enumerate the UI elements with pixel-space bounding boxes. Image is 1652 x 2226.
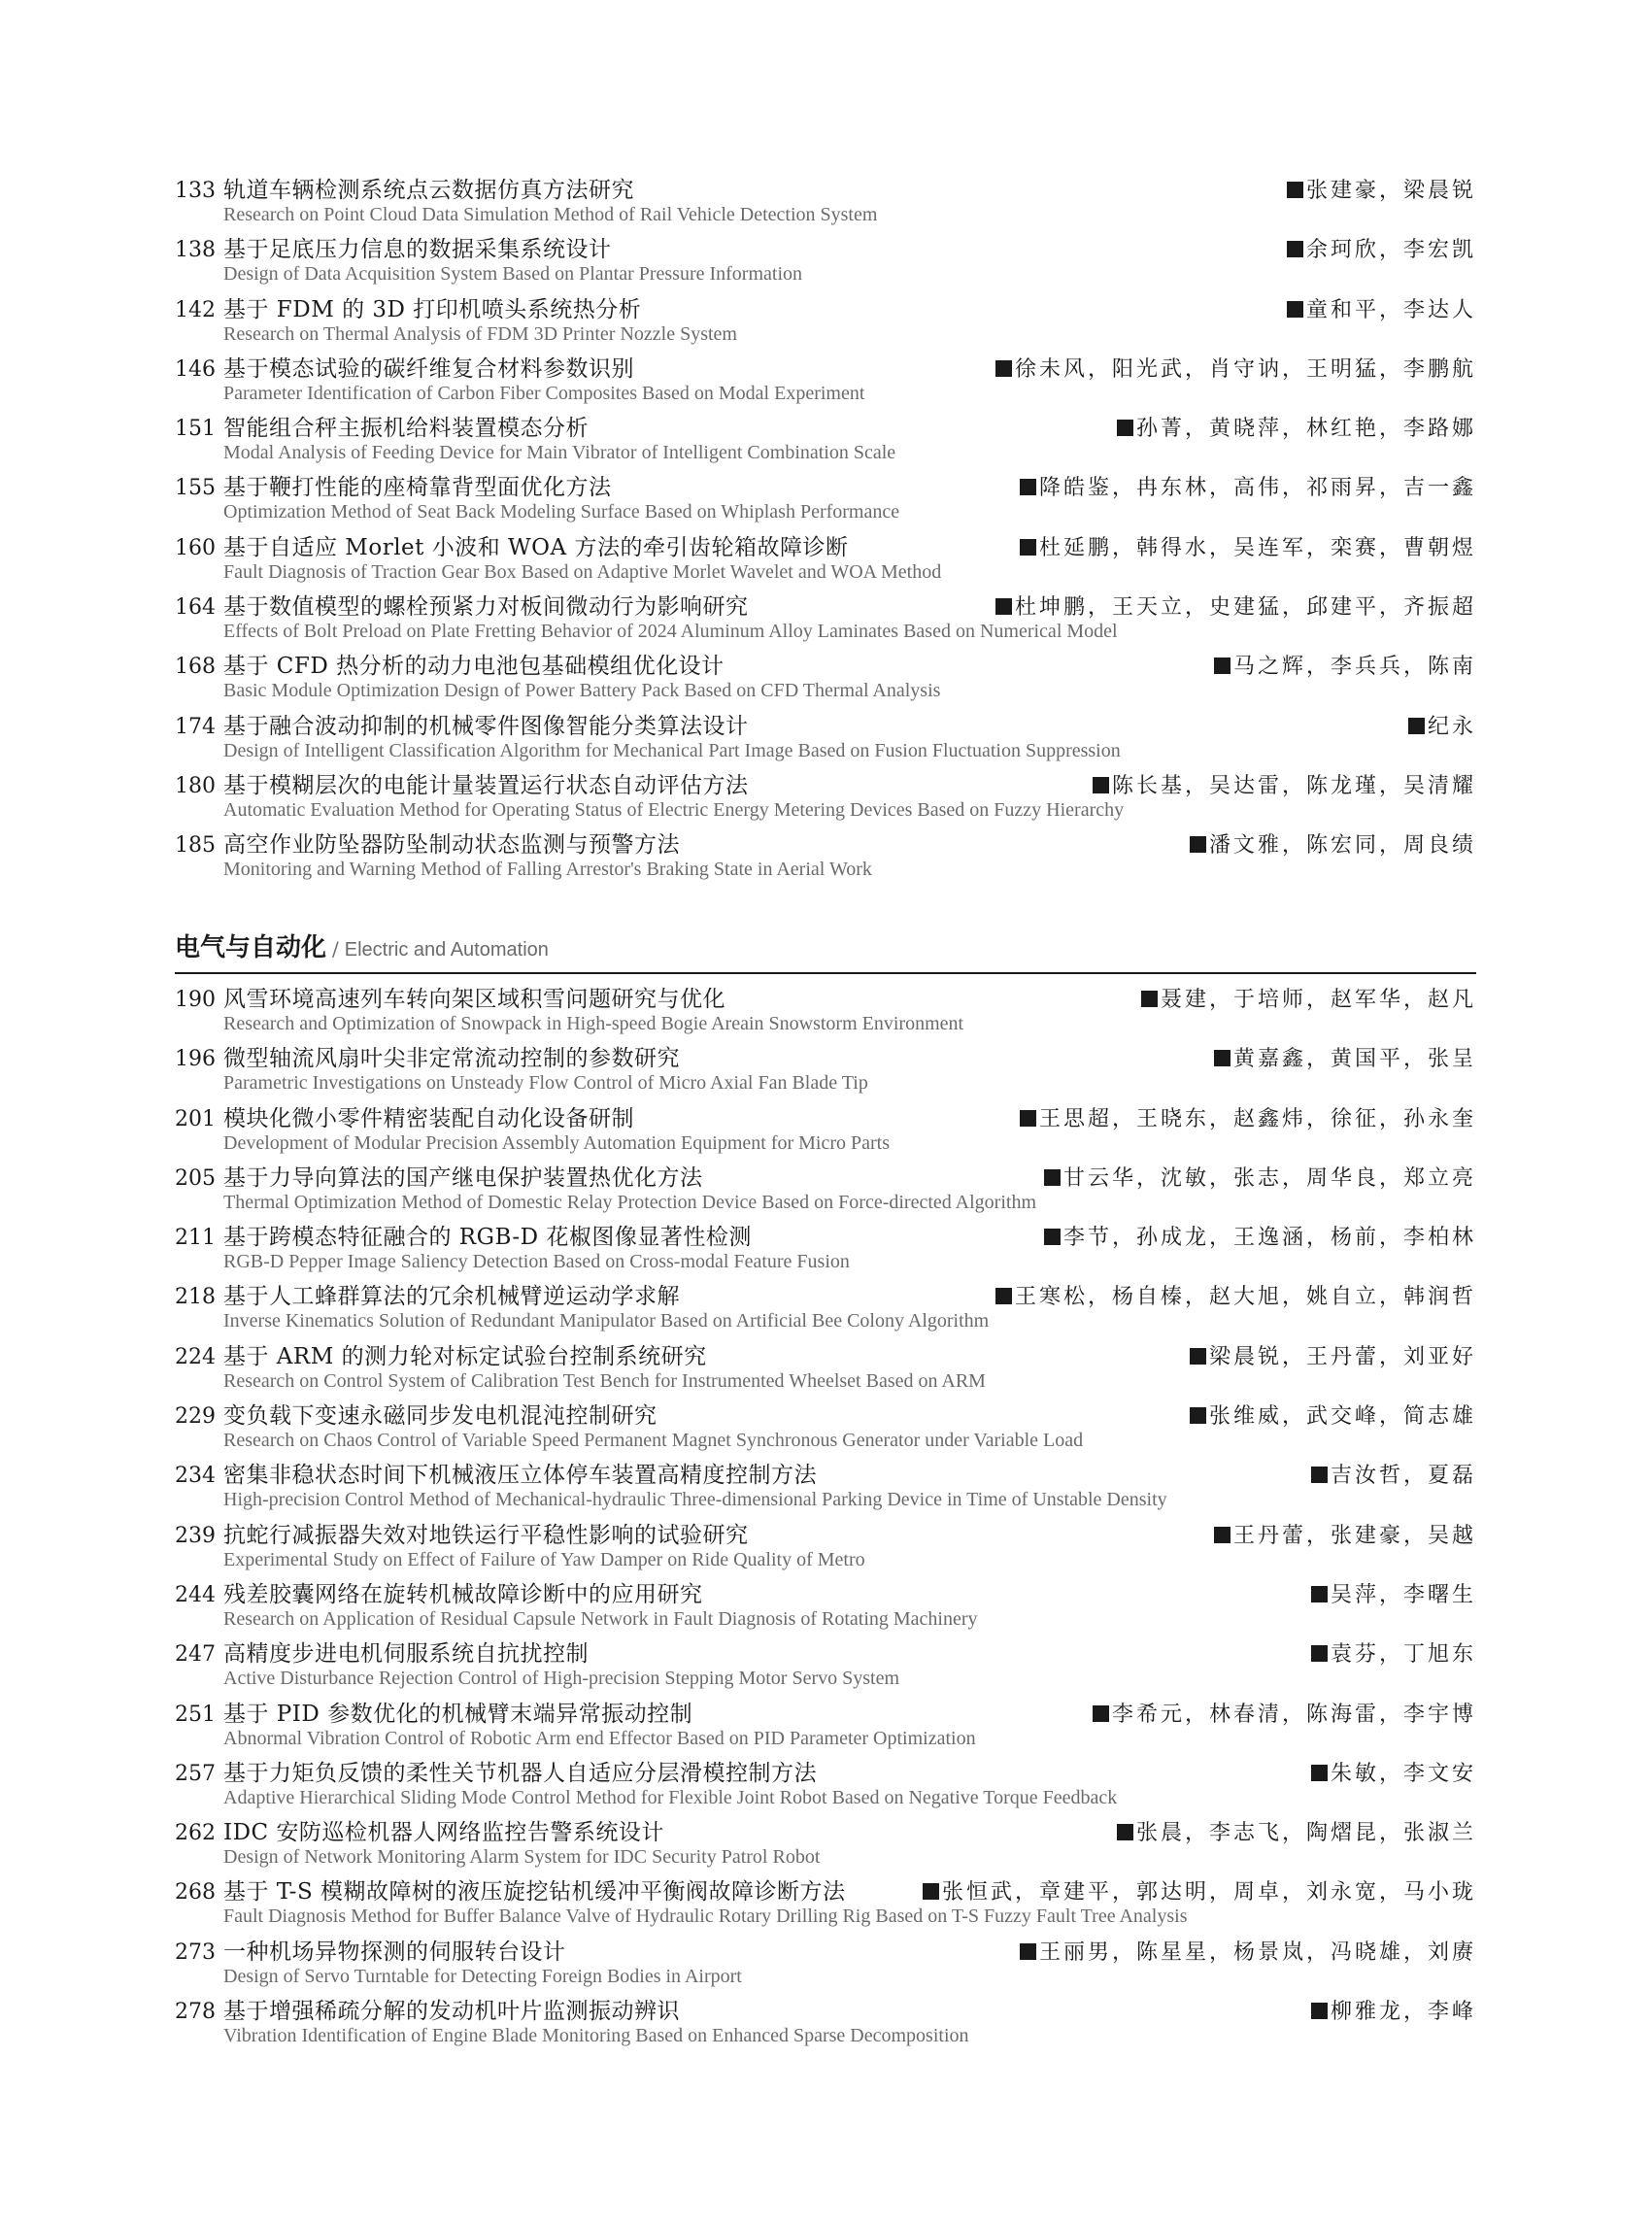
article-title-en: Adaptive Hierarchical Sliding Mode Control Method for Flexible Joint Robot Based on Negative Torque Feedback bbox=[223, 1786, 1118, 1808]
authors-text: 王丽男，陈星星，杨景岚，冯晓雄，刘赓 bbox=[1038, 1939, 1476, 1965]
square-bullet-icon bbox=[1020, 1943, 1036, 1960]
article-authors bbox=[1034, 1162, 1476, 1192]
authors-text: 甘云华，沈敏，张志，周华良，郑立亮 bbox=[1062, 1165, 1476, 1191]
article-title-en: Design of Data Acquisition System Based on Plantar Pressure Information bbox=[223, 263, 803, 286]
article-title-en: Parameter Identification of Carbon Fiber Composites Based on Modal Experiment bbox=[223, 382, 865, 404]
page-number: 247 bbox=[175, 1642, 216, 1668]
article-authors bbox=[1204, 1042, 1476, 1072]
authors-text: 降皓鉴，冉东林，高伟，祁雨昇，吉一鑫 bbox=[1038, 476, 1476, 501]
article-title-cn: 基于 T-S 模糊故障树的液压旋挖钻机缓冲平衡阀故障诊断方法 bbox=[223, 1879, 846, 1906]
article-title-en: Parametric Investigations on Unsteady Flow Control of Micro Axial Fan Blade Tip bbox=[223, 1072, 868, 1095]
article-authors bbox=[1204, 1519, 1476, 1549]
authors-text: 李希元，林春清，陈海雷，李宇博 bbox=[1111, 1702, 1476, 1727]
article-authors bbox=[1301, 1578, 1476, 1608]
page-number: 185 bbox=[175, 833, 216, 859]
article-title-cn: 基于 FDM 的 3D 打印机喷头系统热分析 bbox=[223, 296, 642, 322]
article-authors bbox=[1277, 174, 1476, 204]
authors-text: 陈长基，吴达雷，陈龙瑾，吴清耀 bbox=[1111, 773, 1476, 798]
page-number: 174 bbox=[175, 714, 216, 739]
article-authors bbox=[1010, 471, 1476, 501]
authors-text: 张维威，武交峰，简志雄 bbox=[1208, 1404, 1476, 1430]
article-authors bbox=[986, 353, 1476, 383]
square-bullet-icon bbox=[1020, 539, 1036, 556]
square-bullet-icon bbox=[1044, 1229, 1061, 1245]
toc-entry[interactable] bbox=[175, 1696, 1476, 1755]
toc-entry[interactable] bbox=[175, 1160, 1476, 1219]
article-title-cn: 基于跨模态特征融合的 RGB-D 花椒图像显著性检测 bbox=[223, 1225, 752, 1251]
page-number: 180 bbox=[175, 773, 216, 798]
toc-group-electric bbox=[175, 981, 1476, 2052]
page-number: 155 bbox=[175, 476, 216, 501]
authors-text: 孙菁，黄晓萍，林红艳，李路娜 bbox=[1135, 417, 1476, 442]
authors-text: 徐未风，阳光武，肖守讷，王明猛，李鹏航 bbox=[1014, 356, 1476, 382]
authors-text: 张恒武，章建平，郭达明，周卓，刘永宽，马小珑 bbox=[941, 1880, 1476, 1906]
section-title-cn: 电气与自动化 bbox=[175, 933, 327, 962]
authors-text: 王思超，王晓东，赵鑫炜，徐征，孙永奎 bbox=[1038, 1106, 1476, 1131]
square-bullet-icon bbox=[1408, 718, 1425, 734]
article-title-en: Vibration Identification of Engine Blade Monitoring Based on Enhanced Sparse Decomposition bbox=[223, 2025, 969, 2047]
authors-text: 黄嘉鑫，黄国平，张呈 bbox=[1232, 1047, 1476, 1072]
authors-text: 杜延鹏，韩得水，吴连军，栾赛，曹朝煜 bbox=[1038, 535, 1476, 560]
article-title-en: High-precision Control Method of Mechanical-hydraulic Three-dimensional Parking Device in Time of Unstable Density bbox=[223, 1489, 1167, 1511]
article-title-cn: 基于模态试验的碳纤维复合材料参数识别 bbox=[223, 355, 634, 382]
authors-text: 余珂欣，李宏凯 bbox=[1305, 238, 1476, 263]
page-number: 151 bbox=[175, 417, 216, 442]
article-title-en: Research and Optimization of Snowpack in High-speed Bogie Areain Snowstorm Environment bbox=[223, 1013, 964, 1034]
article-title-cn: 一种机场异物探测的伺服转台设计 bbox=[223, 1939, 566, 1965]
article-authors bbox=[1204, 650, 1476, 680]
page-number: 251 bbox=[175, 1702, 216, 1727]
article-title-en: Modal Analysis of Feeding Device for Main Vibrator of Intelligent Combination Scale bbox=[223, 442, 896, 464]
authors-text: 张建豪，梁晨锐 bbox=[1305, 179, 1476, 203]
article-title-cn: 基于 ARM 的测力轮对标定试验台控制系统研究 bbox=[223, 1343, 707, 1369]
article-title-en: Thermal Optimization Method of Domestic Relay Protection Device Based on Force-directed Algorithm bbox=[223, 1191, 1037, 1213]
article-title-en: Fault Diagnosis of Traction Gear Box Based on Adaptive Morlet Wavelet and WOA Method bbox=[223, 560, 942, 583]
article-authors bbox=[1301, 1459, 1476, 1489]
article-title-cn: 基于鞭打性能的座椅靠背型面优化方法 bbox=[223, 475, 612, 501]
article-authors bbox=[1301, 1637, 1476, 1668]
page-number: 229 bbox=[175, 1404, 216, 1430]
square-bullet-icon bbox=[1311, 1765, 1328, 1781]
toc-entry[interactable] bbox=[175, 529, 1476, 589]
page-number: 262 bbox=[175, 1821, 216, 1846]
authors-text: 梁晨锐，王丹蕾，刘亚好 bbox=[1208, 1344, 1476, 1369]
article-title-cn: 高精度步进电机伺服系统自抗扰控制 bbox=[223, 1641, 589, 1668]
article-authors bbox=[1083, 769, 1476, 799]
toc-entry[interactable] bbox=[175, 1814, 1476, 1873]
square-bullet-icon bbox=[1117, 420, 1133, 436]
authors-text: 吴萍，李曙生 bbox=[1330, 1582, 1476, 1607]
square-bullet-icon bbox=[1020, 1110, 1036, 1127]
authors-text: 童和平，李达人 bbox=[1305, 297, 1476, 322]
toc-entry[interactable] bbox=[175, 1755, 1476, 1814]
article-authors bbox=[986, 1280, 1476, 1310]
square-bullet-icon bbox=[1287, 301, 1303, 318]
article-title-en: Effects of Bolt Preload on Plate Fretting Behavior of 2024 Aluminum Alloy Laminates Based on Numerical Model bbox=[223, 621, 1118, 643]
authors-text: 柳雅龙，李峰 bbox=[1330, 2000, 1476, 2025]
square-bullet-icon bbox=[1214, 1050, 1231, 1066]
article-title-en: Monitoring and Warning Method of Falling Arrestor's Braking State in Aerial Work bbox=[223, 859, 872, 881]
article-title-en: Optimization Method of Seat Back Modeling Surface Based on Whiplash Performance bbox=[223, 501, 900, 523]
square-bullet-icon bbox=[1311, 1586, 1328, 1602]
article-title-en: Research on Thermal Analysis of FDM 3D Printer Nozzle System bbox=[223, 322, 737, 345]
toc-entry[interactable] bbox=[175, 1398, 1476, 1457]
square-bullet-icon bbox=[995, 1288, 1012, 1304]
authors-text: 朱敏，李文安 bbox=[1330, 1761, 1476, 1786]
article-authors bbox=[1277, 233, 1476, 263]
authors-text: 纪永 bbox=[1427, 714, 1476, 739]
square-bullet-icon bbox=[1093, 777, 1109, 793]
square-bullet-icon bbox=[995, 360, 1012, 377]
article-title-cn: 基于人工蜂群算法的冗余机械臂逆运动学求解 bbox=[223, 1284, 680, 1310]
article-title-cn: 微型轴流风扇叶尖非定常流动控制的参数研究 bbox=[223, 1046, 680, 1072]
article-title-cn: 基于自适应 Morlet 小波和 WOA 方法的牵引齿轮箱故障诊断 bbox=[223, 534, 849, 560]
square-bullet-icon bbox=[995, 598, 1012, 615]
article-title-cn: IDC 安防巡检机器人网络监控告警系统设计 bbox=[223, 1820, 664, 1846]
page-number: 146 bbox=[175, 356, 216, 382]
page-number: 138 bbox=[175, 238, 216, 263]
article-title-cn: 基于力矩负反馈的柔性关节机器人自适应分层滑模控制方法 bbox=[223, 1760, 817, 1786]
square-bullet-icon bbox=[1020, 479, 1036, 495]
article-authors bbox=[1034, 1221, 1476, 1251]
section-separator: / bbox=[332, 937, 339, 961]
toc-entry[interactable] bbox=[175, 589, 1476, 648]
article-title-en: Design of Network Monitoring Alarm System for IDC Security Patrol Robot bbox=[223, 1846, 821, 1869]
article-title-cn: 模块化微小零件精密装配自动化设备研制 bbox=[223, 1105, 634, 1131]
square-bullet-icon bbox=[1287, 182, 1303, 198]
toc-entry[interactable] bbox=[175, 1636, 1476, 1695]
page-number: 273 bbox=[175, 1939, 216, 1965]
page-number: 205 bbox=[175, 1165, 216, 1191]
article-authors bbox=[1107, 1816, 1476, 1846]
article-title-en: Experimental Study on Effect of Failure of Yaw Damper on Ride Quality of Metro bbox=[223, 1548, 865, 1570]
authors-text: 吉汝哲，夏磊 bbox=[1330, 1464, 1476, 1489]
page-number: 168 bbox=[175, 655, 216, 680]
article-title-en: Research on Chaos Control of Variable Speed Permanent Magnet Synchronous Generator under Variable Load bbox=[223, 1430, 1084, 1452]
square-bullet-icon bbox=[1311, 1645, 1328, 1662]
authors-text: 马之辉，李兵兵，陈南 bbox=[1232, 655, 1476, 680]
toc-entry[interactable] bbox=[175, 351, 1476, 410]
article-title-cn: 抗蛇行减振器失效对地铁运行平稳性影响的试验研究 bbox=[223, 1522, 749, 1548]
page-number: 278 bbox=[175, 2000, 216, 2025]
page-number: 268 bbox=[175, 1880, 216, 1906]
article-authors bbox=[913, 1875, 1476, 1906]
toc-entry[interactable] bbox=[175, 1873, 1476, 1933]
article-authors bbox=[1083, 1698, 1476, 1728]
article-title-en: Research on Application of Residual Capsule Network in Fault Diagnosis of Rotating Machinery bbox=[223, 1607, 978, 1630]
authors-text: 王寒松，杨自榛，赵大旭，姚自立，韩润哲 bbox=[1014, 1285, 1476, 1310]
toc-entry[interactable] bbox=[175, 1457, 1476, 1516]
toc-entry[interactable] bbox=[175, 981, 1476, 1040]
article-title-en: Research on Point Cloud Data Simulation Method of Rail Vehicle Detection System bbox=[223, 204, 878, 225]
page-number: 142 bbox=[175, 297, 216, 322]
article-title-cn: 基于 CFD 热分析的动力电池包基础模组优化设计 bbox=[223, 654, 725, 680]
article-title-en: Inverse Kinematics Solution of Redundant Manipulator Based on Artificial Bee Colony Algorithm bbox=[223, 1310, 990, 1332]
square-bullet-icon bbox=[1190, 1407, 1206, 1424]
page-number: 239 bbox=[175, 1523, 216, 1548]
page-number: 160 bbox=[175, 535, 216, 560]
square-bullet-icon bbox=[1141, 991, 1158, 1007]
toc-entry[interactable] bbox=[175, 1338, 1476, 1398]
authors-text: 李节，孙成龙，王逸涵，杨前，李柏林 bbox=[1062, 1226, 1476, 1251]
article-authors bbox=[1301, 1995, 1476, 2025]
article-title-cn: 基于 PID 参数优化的机械臂末端异常振动控制 bbox=[223, 1701, 693, 1727]
square-bullet-icon bbox=[923, 1883, 939, 1900]
article-title-en: Research on Control System of Calibration Test Bench for Instrumented Wheelset Based on ARM bbox=[223, 1369, 986, 1392]
toc-entry[interactable] bbox=[175, 231, 1476, 290]
article-authors bbox=[986, 590, 1476, 621]
article-title-cn: 变负载下变速永磁同步发电机混沌控制研究 bbox=[223, 1403, 657, 1430]
toc-entry[interactable] bbox=[175, 1040, 1476, 1099]
toc-group-mechanical bbox=[175, 172, 1476, 887]
article-authors bbox=[1399, 710, 1476, 740]
toc-entry[interactable] bbox=[175, 469, 1476, 528]
article-title-cn: 智能组合秤主振机给料装置模态分析 bbox=[223, 416, 589, 442]
article-authors bbox=[1010, 531, 1476, 561]
article-title-en: RGB-D Pepper Image Saliency Detection Based on Cross-modal Feature Fusion bbox=[223, 1251, 850, 1273]
article-title-cn: 轨道车辆检测系统点云数据仿真方法研究 bbox=[223, 178, 634, 203]
authors-text: 潘文雅，陈宏同，周良绩 bbox=[1208, 833, 1476, 859]
authors-text: 聂建，于培师，赵军华，赵凡 bbox=[1160, 988, 1476, 1012]
article-title-en: Active Disturbance Rejection Control of High-precision Stepping Motor Servo System bbox=[223, 1668, 899, 1690]
article-authors bbox=[1010, 1936, 1476, 1966]
square-bullet-icon bbox=[1214, 1527, 1231, 1543]
article-authors bbox=[1180, 1400, 1476, 1430]
article-authors bbox=[1010, 1102, 1476, 1132]
square-bullet-icon bbox=[1214, 658, 1231, 674]
toc-entry[interactable] bbox=[175, 826, 1476, 886]
toc-entry[interactable] bbox=[175, 1100, 1476, 1160]
article-title-en: Design of Servo Turntable for Detecting Foreign Bodies in Airport bbox=[223, 1965, 742, 1987]
article-title-cn: 风雪环境高速列车转向架区域积雪问题研究与优化 bbox=[223, 987, 725, 1012]
article-title-cn: 高空作业防坠器防坠制动状态监测与预警方法 bbox=[223, 832, 680, 859]
page-number: 211 bbox=[175, 1226, 216, 1251]
toc-entry[interactable] bbox=[175, 1934, 1476, 1993]
article-authors bbox=[1131, 983, 1476, 1013]
toc-entry[interactable] bbox=[175, 1219, 1476, 1278]
toc-entry[interactable] bbox=[175, 1993, 1476, 2052]
page-number: 133 bbox=[175, 179, 216, 203]
page-number: 190 bbox=[175, 988, 216, 1012]
page-number: 201 bbox=[175, 1106, 216, 1131]
toc-entry[interactable] bbox=[175, 648, 1476, 707]
toc-entry[interactable] bbox=[175, 1576, 1476, 1636]
toc-entry[interactable] bbox=[175, 1517, 1476, 1576]
square-bullet-icon bbox=[1311, 2003, 1328, 2019]
article-authors bbox=[1180, 828, 1476, 859]
article-authors bbox=[1277, 293, 1476, 323]
page-number: 257 bbox=[175, 1761, 216, 1786]
article-title-en: Basic Module Optimization Design of Power Battery Pack Based on CFD Thermal Analysis bbox=[223, 680, 941, 702]
article-title-cn: 基于融合波动抑制的机械零件图像智能分类算法设计 bbox=[223, 713, 749, 739]
square-bullet-icon bbox=[1044, 1169, 1061, 1186]
page-number: 244 bbox=[175, 1582, 216, 1607]
square-bullet-icon bbox=[1190, 836, 1206, 853]
article-authors bbox=[1107, 412, 1476, 442]
article-title-cn: 基于足底压力信息的数据采集系统设计 bbox=[223, 237, 612, 263]
toc-entry[interactable] bbox=[175, 410, 1476, 469]
article-title-en: Abnormal Vibration Control of Robotic Arm end Effector Based on PID Parameter Optimization bbox=[223, 1727, 976, 1749]
article-title-en: Fault Diagnosis Method for Buffer Balance Valve of Hydraulic Rotary Drilling Rig Based on T-S Fuzzy Fault Tree Analysis bbox=[223, 1906, 1188, 1928]
square-bullet-icon bbox=[1311, 1467, 1328, 1483]
article-title-en: Design of Intelligent Classification Algorithm for Mechanical Part Image Based on Fusion Fluctuation Suppression bbox=[223, 739, 1121, 761]
toc-entry[interactable] bbox=[175, 767, 1476, 826]
authors-text: 张晨，李志飞，陶熠昆，张淑兰 bbox=[1135, 1821, 1476, 1846]
authors-text: 袁芬，丁旭东 bbox=[1330, 1642, 1476, 1668]
article-title-cn: 密集非稳状态时间下机械液压立体停车装置高精度控制方法 bbox=[223, 1463, 817, 1489]
article-title-cn: 基于数值模型的螺栓预紧力对板间微动行为影响研究 bbox=[223, 594, 749, 621]
section-header bbox=[175, 928, 1476, 974]
authors-text: 杜坤鹏，王天立，史建猛，邱建平，齐振超 bbox=[1014, 595, 1476, 621]
authors-text: 王丹蕾，张建豪，吴越 bbox=[1232, 1523, 1476, 1548]
article-authors bbox=[1301, 1757, 1476, 1787]
page-number: 224 bbox=[175, 1344, 216, 1369]
page-number: 164 bbox=[175, 595, 216, 621]
article-title-en: Development of Modular Precision Assembly Automation Equipment for Micro Parts bbox=[223, 1131, 891, 1154]
toc-entry[interactable] bbox=[175, 291, 1476, 351]
article-title-cn: 残差胶囊网络在旋转机械故障诊断中的应用研究 bbox=[223, 1581, 703, 1607]
toc-entry[interactable] bbox=[175, 172, 1476, 231]
page-number: 196 bbox=[175, 1047, 216, 1072]
square-bullet-icon bbox=[1117, 1824, 1133, 1840]
article-title-cn: 基于模糊层次的电能计量装置运行状态自动评估方法 bbox=[223, 772, 749, 798]
page-number: 234 bbox=[175, 1464, 216, 1489]
article-title-en: Automatic Evaluation Method for Operating Status of Electric Energy Metering Devices Based on Fuzzy Hierarchy bbox=[223, 798, 1125, 821]
page-number: 218 bbox=[175, 1285, 216, 1310]
article-title-cn: 基于力导向算法的国产继电保护装置热优化方法 bbox=[223, 1164, 703, 1191]
toc-entry[interactable] bbox=[175, 708, 1476, 767]
article-title-cn: 基于增强稀疏分解的发动机叶片监测振动辨识 bbox=[223, 1999, 680, 2025]
article-authors bbox=[1180, 1340, 1476, 1370]
toc-entry[interactable] bbox=[175, 1278, 1476, 1337]
square-bullet-icon bbox=[1093, 1705, 1109, 1722]
square-bullet-icon bbox=[1287, 241, 1303, 257]
square-bullet-icon bbox=[1190, 1348, 1206, 1365]
section-title-en: Electric and Automation bbox=[344, 939, 549, 961]
